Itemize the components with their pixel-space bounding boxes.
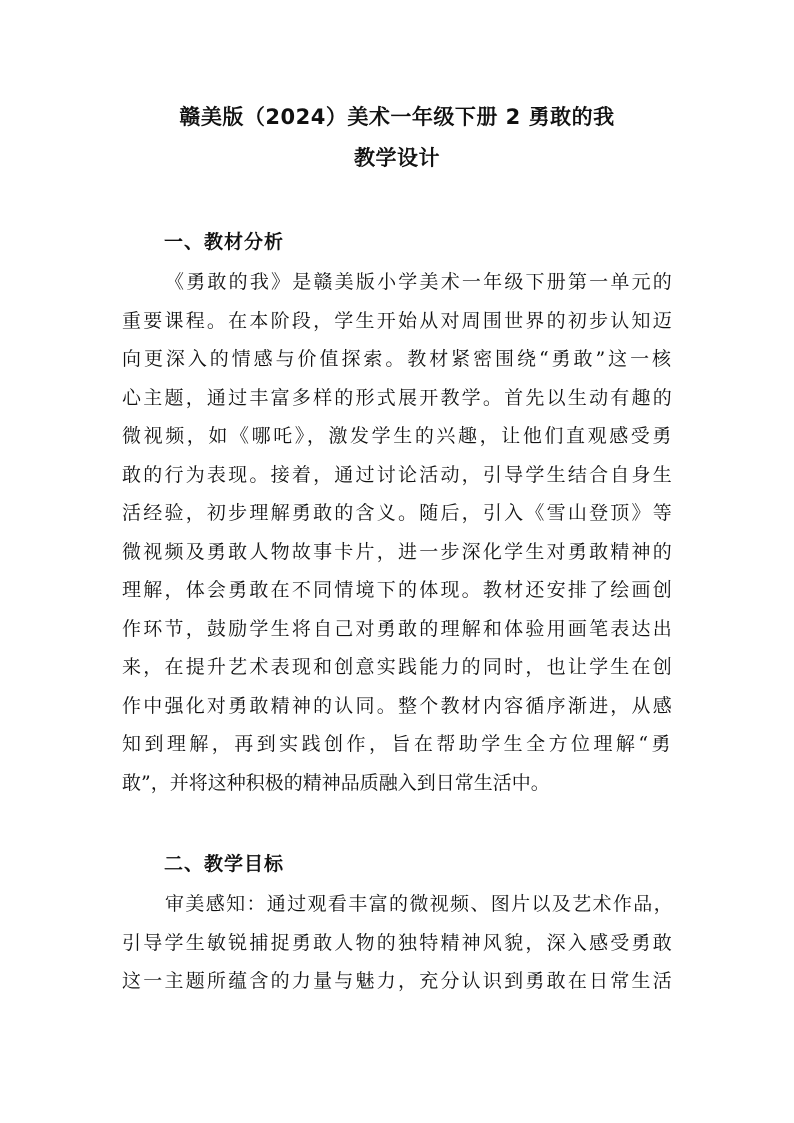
- section-heading-teaching-objectives: 二、教学目标: [164, 853, 285, 875]
- document-title: 赣美版（2024）美术一年级下册 2 勇敢的我: [179, 105, 615, 129]
- paragraph-teaching-objectives: [122, 885, 674, 1001]
- paragraph-line: 《勇敢的我》是赣美版小学美术一年级下册第一单元的: [165, 271, 674, 293]
- paragraph-line: 向更深入的情感与价值探索。教材紧密围绕“勇敢”这一核: [122, 348, 674, 370]
- paragraph-line: 理解，体会勇敢在不同情境下的体现。教材还安排了绘画创: [122, 579, 674, 601]
- paragraph-line: 敢”，并将这种积极的精神品质融入到日常生活中。: [122, 771, 550, 794]
- paragraph-line: 重要课程。在本阶段，学生开始从对周围世界的初步认知迈: [122, 309, 674, 332]
- paragraph-textbook-analysis: [122, 263, 674, 802]
- paragraph-line: 活经验，初步理解勇敢的含义。随后，引入《雪山登顶》等: [122, 502, 674, 524]
- paragraph-line: 微视频及勇敢人物故事卡片，进一步深化学生对勇敢精神的: [122, 540, 674, 563]
- section-heading-textbook-analysis: 一、教材分析: [164, 231, 285, 253]
- paragraph-line: 作中强化对勇敢精神的认同。整个教材内容循序渐进，从感: [122, 694, 674, 717]
- paragraph-line: 审美感知：通过观看丰富的微视频、图片以及艺术作品，: [165, 893, 674, 915]
- paragraph-line: 心主题，通过丰富多样的形式展开教学。首先以生动有趣的: [122, 386, 674, 409]
- document-subtitle: 教学设计: [354, 146, 440, 170]
- paragraph-line: 来，在提升艺术表现和创意实践能力的同时，也让学生在创: [122, 656, 674, 678]
- paragraph-line: 敢的行为表现。接着，通过讨论活动，引导学生结合自身生: [122, 463, 674, 486]
- paragraph-line: 微视频，如《哪吒》，激发学生的兴趣，让他们直观感受勇: [122, 425, 674, 447]
- paragraph-line: 引导学生敏锐捕捉勇敢人物的独特精神风貌，深入感受勇敢: [122, 931, 674, 954]
- paragraph-line: 知到理解，再到实践创作，旨在帮助学生全方位理解“勇: [122, 733, 674, 755]
- paragraph-line: 这一主题所蕴含的力量与魅力，充分认识到勇敢在日常生活: [122, 970, 674, 992]
- paragraph-line: 作环节，鼓励学生将自己对勇敢的理解和体验用画笔表达出: [122, 617, 674, 640]
